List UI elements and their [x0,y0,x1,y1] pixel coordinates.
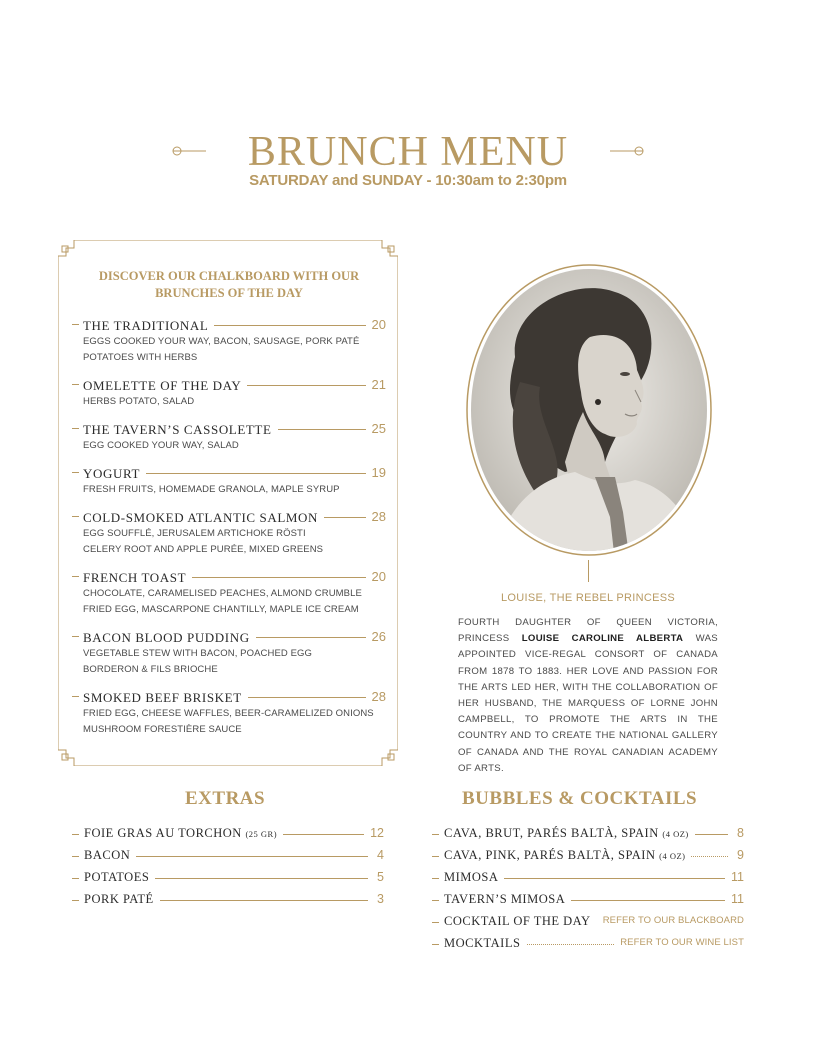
portrait-caption: LOUISE, THE REBEL PRINCESS [500,592,676,604]
menu-item-desc: EGGS COOKED YOUR WAY, BACON, SAUSAGE, PORK PATÉ [83,336,360,347]
extras-item [72,892,384,908]
bio-text-2: WAS APPOINTED VICE-REGAL CONSORT OF CANADA FROM 1878 TO 1883. HER LOVE AND PASSION FOR THE ARTS LED HER, WITH THE COLLABORATION OF HER HUSBAND, THE MARQUESS OF LORNE JOHN CAMPBELL, TO PROMOTE THE ARTS IN THE COUNTRY AND TO CREATE THE NATIONAL GALLERY OF CANADA AND THE ROYAL CANADIAN ACADEMY OF ARTS. [458,633,718,774]
bubbles-title: BUBBLES & COCKTAILS [462,788,698,809]
page-subtitle [0,172,816,189]
chalkboard-heading-line2: BRUNCHES OF THE DAY [155,286,303,300]
extras-item-label: FOIE GRAS AU TORCHON [84,826,242,840]
dash-icon [72,324,79,325]
bubbles-item [432,826,744,842]
dash-icon [72,576,79,577]
menu-item-name: SMOKED BEEF BRISKET [83,690,248,706]
menu-item [72,510,386,558]
chalkboard-heading [74,268,384,302]
dash-icon [72,696,79,697]
extras-item-name: POTATOES [84,870,155,885]
bubbles-item-name: MOCKTAILS [444,936,526,951]
bubbles-item-price: 11 [725,870,744,884]
menu-item-desc: CELERY ROOT AND APPLE PURÉE, MIXED GREENS [83,544,324,555]
dash-icon [432,878,439,879]
menu-item-desc: FRESH FRUITS, HOMEMADE GRANOLA, MAPLE SYRUP [83,484,340,495]
bubbles-item-name [444,848,691,863]
menu-item-name: OMELETTE OF THE DAY [83,378,247,394]
menu-item [72,422,386,454]
portrait-image [465,262,713,558]
bubbles-item-name [444,826,695,841]
menu-item [72,690,386,738]
extras-item-qty: (25 GR) [245,829,278,839]
menu-item-name: FRENCH TOAST [83,570,192,586]
dash-icon [432,856,439,857]
bubbles-item-label: CAVA, BRUT, PARÉS BALTÀ, SPAIN [444,826,659,840]
portrait-bio [458,615,718,777]
extras-item [72,848,384,864]
menu-item-desc: EGG SOUFFLÉ, JERUSALEM ARTICHOKE RÖSTI [83,528,306,539]
dash-icon [72,900,79,901]
menu-item [72,466,386,498]
right-ornament [610,145,644,157]
bubbles-item-note: REFER TO OUR BLACKBOARD [597,915,744,926]
menu-item-desc: FRIED EGG, CHEESE WAFFLES, BEER-CARAMELIZED ONIONS [83,708,374,719]
bubbles-item [432,914,744,930]
dash-icon [72,834,79,835]
chalkboard-heading-line1: DISCOVER OUR CHALKBOARD WITH OUR [98,269,360,283]
menu-item-desc: CHOCOLATE, CARAMELISED PEACHES, ALMOND CRUMBLE [83,588,362,599]
menu-item-desc: FRIED EGG, MASCARPONE CHANTILLY, MAPLE ICE CREAM [83,604,359,615]
extras-item-name [84,826,283,841]
subtitle-days: SATURDAY and SUNDAY [249,172,423,189]
menu-item-price: 20 [366,317,386,332]
extras-item-name: BACON [84,848,136,863]
dash-icon [72,636,79,637]
dash-icon [432,900,439,901]
extras-item-price: 3 [371,892,384,906]
dash-icon [432,834,439,835]
menu-item-price: 20 [366,569,386,584]
dash-icon [72,856,79,857]
menu-item-desc: VEGETABLE STEW WITH BACON, POACHED EGG [83,648,313,659]
menu-item-desc: MUSHROOM FORESTIÈRE SAUCE [83,724,242,735]
bio-name: LOUISE CAROLINE ALBERTA [521,633,684,645]
menu-item-name: BACON BLOOD PUDDING [83,630,256,646]
dash-icon [72,878,79,879]
bubbles-item-qty: (4 OZ) [659,851,686,861]
bubbles-item [432,936,744,952]
extras-item [72,870,384,886]
bubbles-item-label: CAVA, PINK, PARÉS BALTÀ, SPAIN [444,848,656,862]
bubbles-item-qty: (4 OZ) [662,829,689,839]
menu-item-desc: HERBS POTATO, SALAD [83,396,195,407]
dash-icon [72,428,79,429]
menu-item-desc: EGG COOKED YOUR WAY, SALAD [83,440,239,451]
subtitle-hours: - 10:30am to 2:30pm [422,172,567,189]
extras-item [72,826,384,842]
portrait-stem [588,560,589,582]
menu-item [72,318,386,366]
menu-item-price: 19 [366,465,386,480]
extras-item-price: 5 [371,870,384,884]
menu-item-price: 28 [366,509,386,524]
dash-icon [432,944,439,945]
bio-text-1: FOURTH DAUGHTER OF QUEEN VICTORIA, PRINCESS [458,617,718,645]
menu-item [72,378,386,410]
bubbles-item-name: TAVERN’S MIMOSA [444,892,571,907]
menu-item [72,570,386,618]
menu-item-price: 26 [366,629,386,644]
bubbles-item [432,848,744,864]
bubbles-item-price: 8 [731,826,744,840]
menu-item-price: 25 [366,421,386,436]
menu-item-name: THE TRADITIONAL [83,318,214,334]
menu-item [72,630,386,678]
extras-item-name: PORK PATÉ [84,892,160,907]
extras-item-price: 12 [364,826,384,840]
menu-item-name: THE TAVERN’S CASSOLETTE [83,422,278,438]
dash-icon [72,384,79,385]
menu-item-desc: POTATOES WITH HERBS [83,352,198,363]
bubbles-item-price: 9 [731,848,744,862]
dash-icon [72,472,79,473]
bubbles-item [432,870,744,886]
menu-item-name: COLD-SMOKED ATLANTIC SALMON [83,510,324,526]
bubbles-item-price: 11 [725,892,744,906]
menu-item-desc: BORDERON & FILS BRIOCHE [83,664,218,675]
bubbles-item-name: COCKTAIL OF THE DAY [444,914,597,929]
extras-item-price: 4 [371,848,384,862]
menu-item-name: YOGURT [83,466,146,482]
page-title: BRUNCH MENU [247,129,569,175]
dash-icon [432,922,439,923]
bubbles-item-name: MIMOSA [444,870,504,885]
extras-title: EXTRAS [185,788,266,809]
menu-item-price: 21 [366,377,386,392]
bubbles-item [432,892,744,908]
dash-icon [72,516,79,517]
menu-item-price: 28 [366,689,386,704]
bubbles-item-note: REFER TO OUR WINE LIST [614,937,744,948]
